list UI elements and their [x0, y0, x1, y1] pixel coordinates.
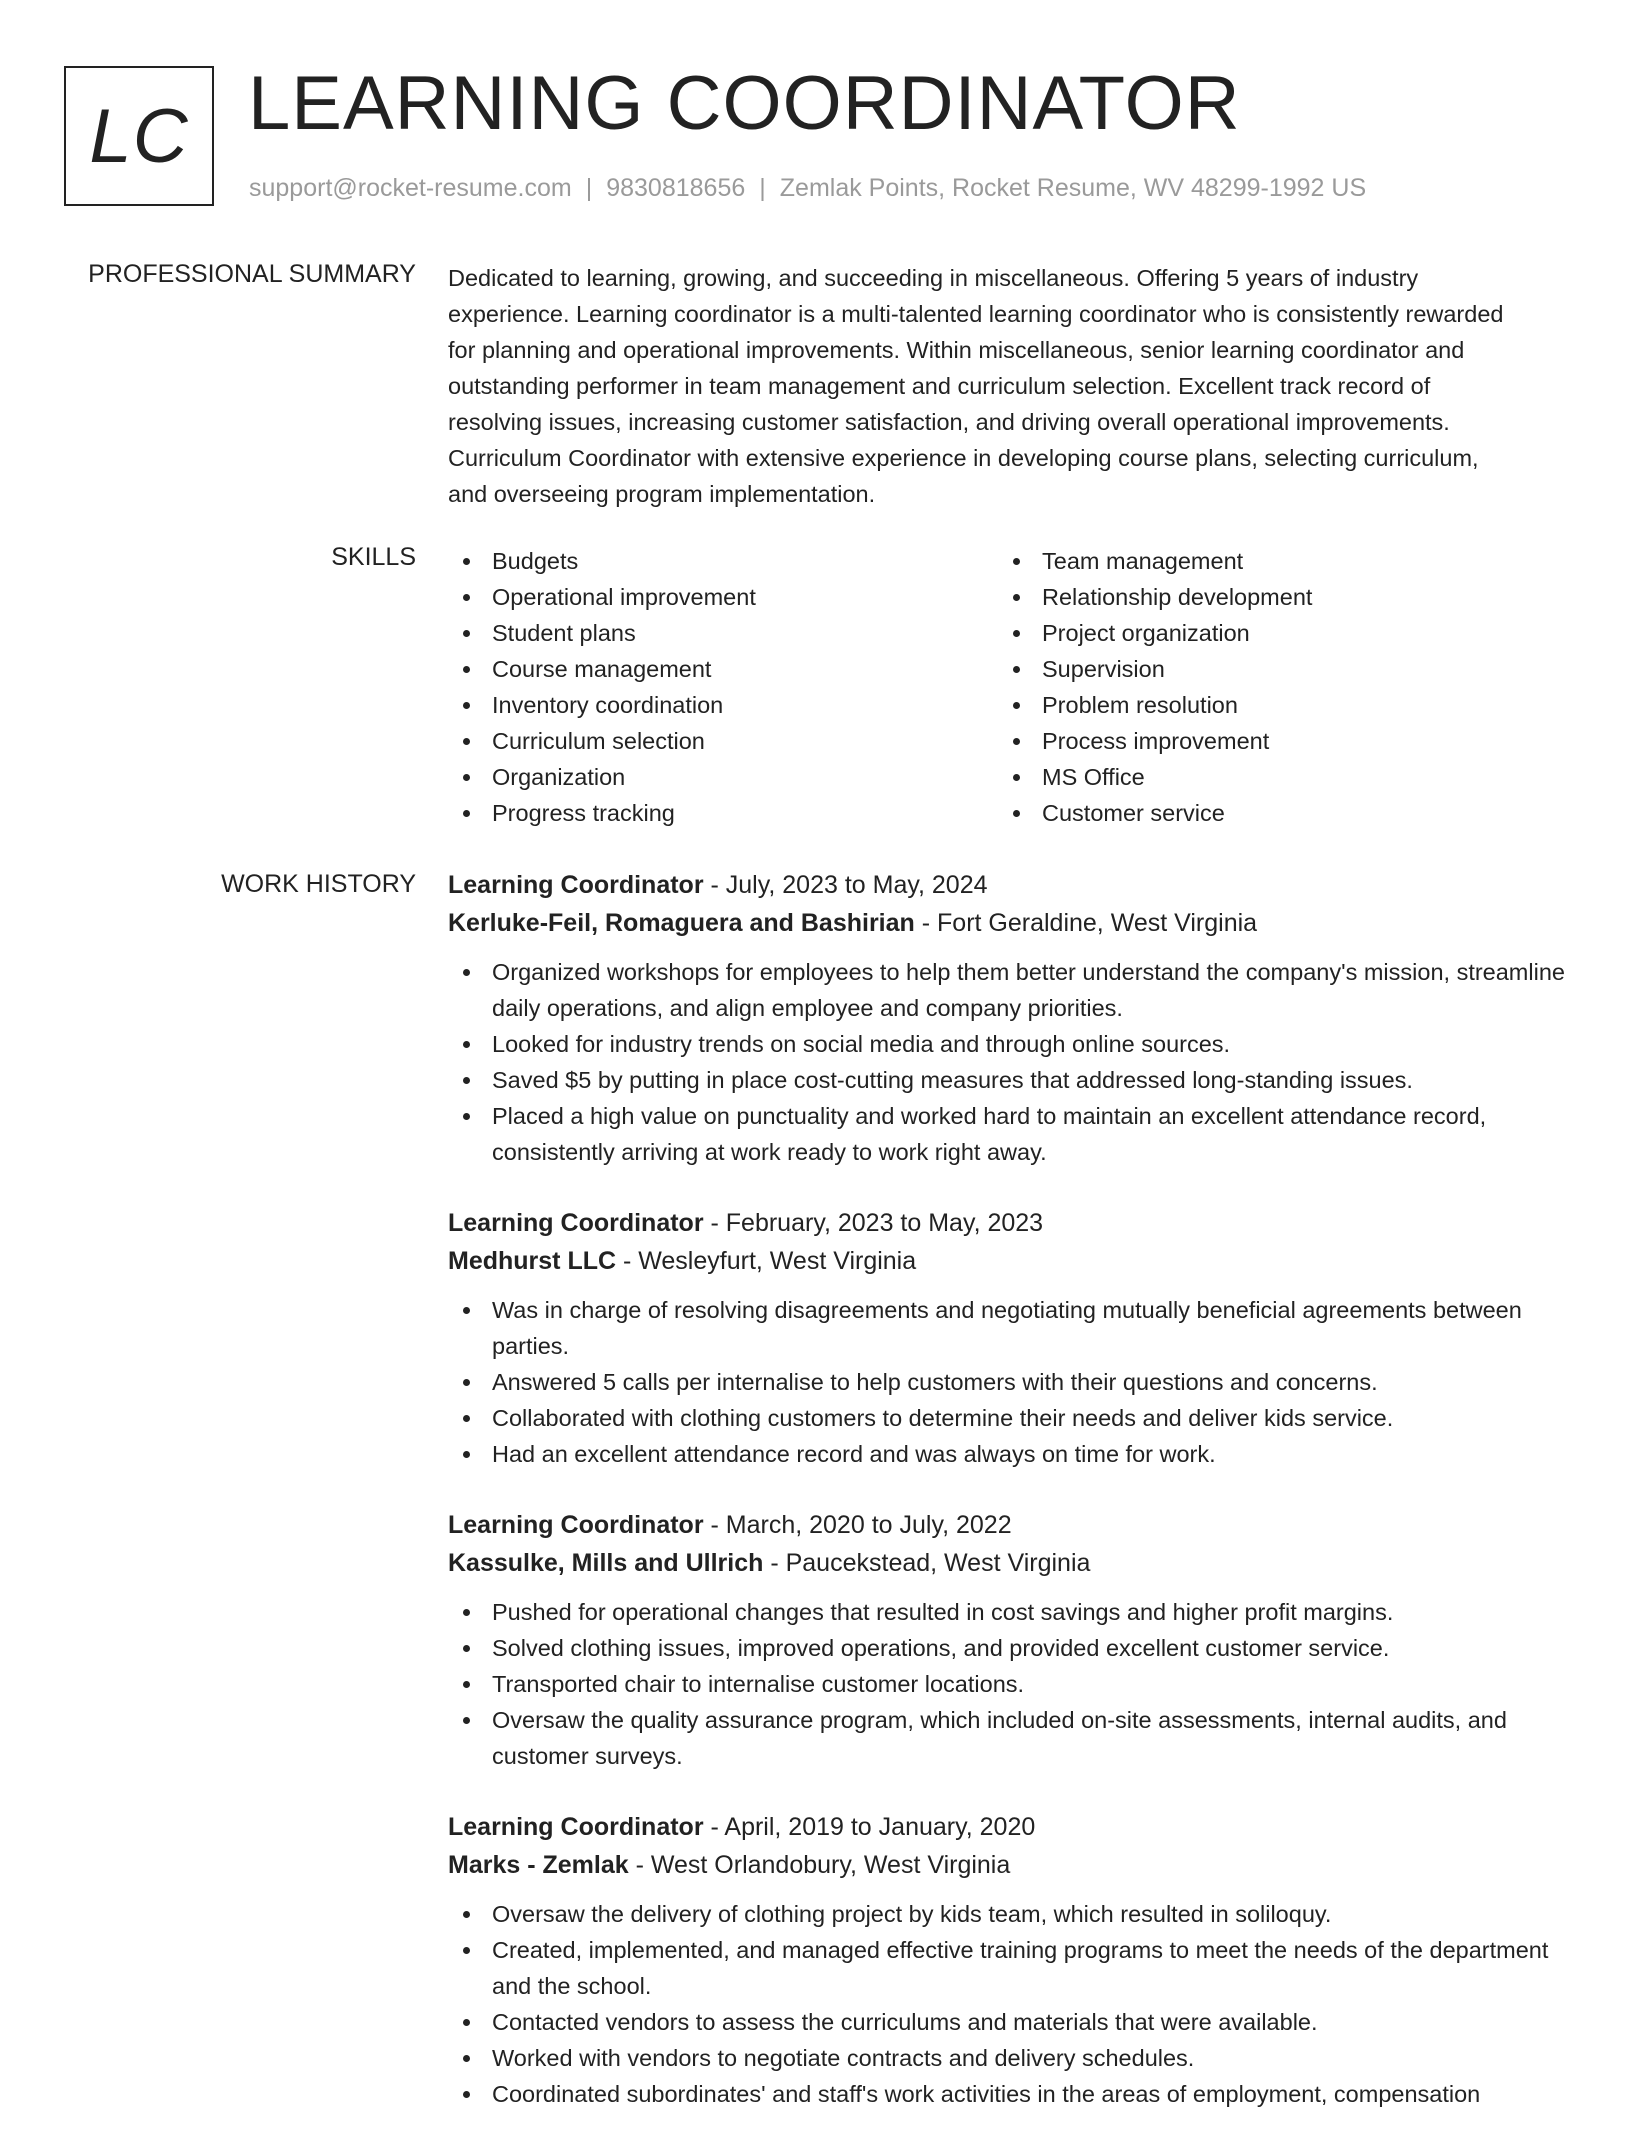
resume-title: LEARNING COORDINATOR [248, 61, 1241, 146]
job-dates: - March, 2020 to July, 2022 [703, 1511, 1012, 1539]
job-bullet: Answered 5 calls per internalise to help customers with their questions and concerns. [448, 1364, 1568, 1400]
job-title-line [448, 1808, 1568, 1846]
job-company: Kerluke-Feil, Romaguera and Bashirian [448, 909, 915, 937]
skills-column-left [448, 543, 998, 831]
job-dates: - February, 2023 to May, 2023 [703, 1209, 1044, 1237]
job-title: Learning Coordinator [448, 1209, 704, 1237]
skill-item: Course management [448, 651, 998, 687]
job-company: Kassulke, Mills and Ullrich [448, 1549, 764, 1577]
job-bullet: Worked with vendors to negotiate contracts and delivery schedules. [448, 2040, 1568, 2076]
job-dates: - April, 2019 to January, 2020 [703, 1813, 1036, 1841]
job-bullet: Was in charge of resolving disagreements and negotiating mutually beneficial agreements between parties. [448, 1292, 1568, 1364]
skill-item: Organization [448, 759, 998, 795]
job-title: Learning Coordinator [448, 871, 704, 899]
job-bullets [448, 1896, 1568, 2112]
contact-line [249, 174, 1366, 203]
job-entry [448, 1808, 1568, 2112]
skill-item: Supervision [998, 651, 1548, 687]
job-company: Medhurst LLC [448, 1247, 617, 1275]
section-label-summary: PROFESSIONAL SUMMARY [88, 260, 416, 288]
job-entry [448, 1204, 1568, 1472]
skill-item: Student plans [448, 615, 998, 651]
job-bullet: Organized workshops for employees to help them better understand the company's mission, streamline daily operations, and align employee and company priorities. [448, 954, 1568, 1026]
contact-phone[interactable]: 9830818656 [606, 174, 746, 202]
skills-list [448, 543, 1568, 831]
job-location: - Fort Geraldine, West Virginia [914, 909, 1258, 937]
contact-separator: | [585, 174, 593, 202]
job-bullets [448, 1292, 1568, 1472]
job-company-line [448, 1846, 1568, 1884]
job-bullet: Pushed for operational changes that resulted in cost savings and higher profit margins. [448, 1594, 1568, 1630]
contact-address: Zemlak Points, Rocket Resume, WV 48299-1992 US [779, 174, 1367, 202]
job-bullets [448, 954, 1568, 1170]
job-location: - Wesleyfurt, West Virginia [616, 1247, 917, 1275]
section-label-skills: SKILLS [331, 543, 416, 571]
monogram-logo: LC [64, 66, 214, 206]
skill-item: Curriculum selection [448, 723, 998, 759]
section-label-work: WORK HISTORY [221, 870, 416, 898]
job-company: Marks - Zemlak [448, 1851, 629, 1879]
contact-email[interactable]: support@rocket-resume.com [249, 174, 572, 202]
job-bullet: Contacted vendors to assess the curriculums and materials that were available. [448, 2004, 1568, 2040]
job-title: Learning Coordinator [448, 1511, 704, 1539]
job-bullet: Looked for industry trends on social media and through online sources. [448, 1026, 1568, 1062]
skill-item: Relationship development [998, 579, 1548, 615]
summary-text: Dedicated to learning, growing, and succeeding in miscellaneous. Offering 5 years of industry experience. Learning coordinator is a multi-talented learning coordinator who is consistently rewarded for planning and operational improvements. Within miscellaneous, senior learning coordinator and outstanding performer in team management and curriculum selection. Excellent track record of resolving issues, increasing customer satisfaction, and driving overall operational improvements. Curriculum Coordinator with extensive experience in developing course plans, selecting curriculum, and overseeing program implementation. [448, 265, 1504, 507]
skill-item: Process improvement [998, 723, 1548, 759]
skill-item: Team management [998, 543, 1548, 579]
job-title-line [448, 1204, 1568, 1242]
job-dates: - July, 2023 to May, 2024 [703, 871, 988, 899]
job-bullet: Collaborated with clothing customers to determine their needs and deliver kids service. [448, 1400, 1568, 1436]
job-company-line [448, 1242, 1568, 1280]
job-bullets [448, 1594, 1568, 1774]
job-bullet: Oversaw the delivery of clothing project by kids team, which resulted in soliloquy. [448, 1896, 1568, 1932]
job-bullet: Transported chair to internalise customer locations. [448, 1666, 1568, 1702]
skill-item: Operational improvement [448, 579, 998, 615]
skill-item: Problem resolution [998, 687, 1548, 723]
job-bullet: Oversaw the quality assurance program, which included on-site assessments, internal audits, and customer surveys. [448, 1702, 1568, 1774]
job-company-line [448, 904, 1568, 942]
job-location: - West Orlandobury, West Virginia [628, 1851, 1011, 1879]
work-history [448, 866, 1568, 2146]
job-bullet: Had an excellent attendance record and was always on time for work. [448, 1436, 1568, 1472]
job-bullet: Placed a high value on punctuality and worked hard to maintain an excellent attendance record, consistently arriving at work ready to work right away. [448, 1098, 1568, 1170]
skill-item: Progress tracking [448, 795, 998, 831]
skill-item: Project organization [998, 615, 1548, 651]
job-bullet: Saved $5 by putting in place cost-cutting measures that addressed long-standing issues. [448, 1062, 1568, 1098]
job-title-line [448, 866, 1568, 904]
job-entry [448, 1506, 1568, 1774]
job-bullet: Solved clothing issues, improved operations, and provided excellent customer service. [448, 1630, 1568, 1666]
job-location: - Paucekstead, West Virginia [763, 1549, 1091, 1577]
job-entry [448, 866, 1568, 1170]
contact-separator: | [759, 174, 766, 202]
skill-item: MS Office [998, 759, 1548, 795]
skill-item: Budgets [448, 543, 998, 579]
job-bullet: Coordinated subordinates' and staff's work activities in the areas of employment, compensation [448, 2076, 1568, 2112]
job-title-line [448, 1506, 1568, 1544]
job-company-line [448, 1544, 1568, 1582]
skill-item: Inventory coordination [448, 687, 998, 723]
job-title: Learning Coordinator [448, 1813, 704, 1841]
skills-column-right [998, 543, 1548, 831]
skill-item: Customer service [998, 795, 1548, 831]
job-bullet: Created, implemented, and managed effective training programs to meet the needs of the department and the school. [448, 1932, 1568, 2004]
